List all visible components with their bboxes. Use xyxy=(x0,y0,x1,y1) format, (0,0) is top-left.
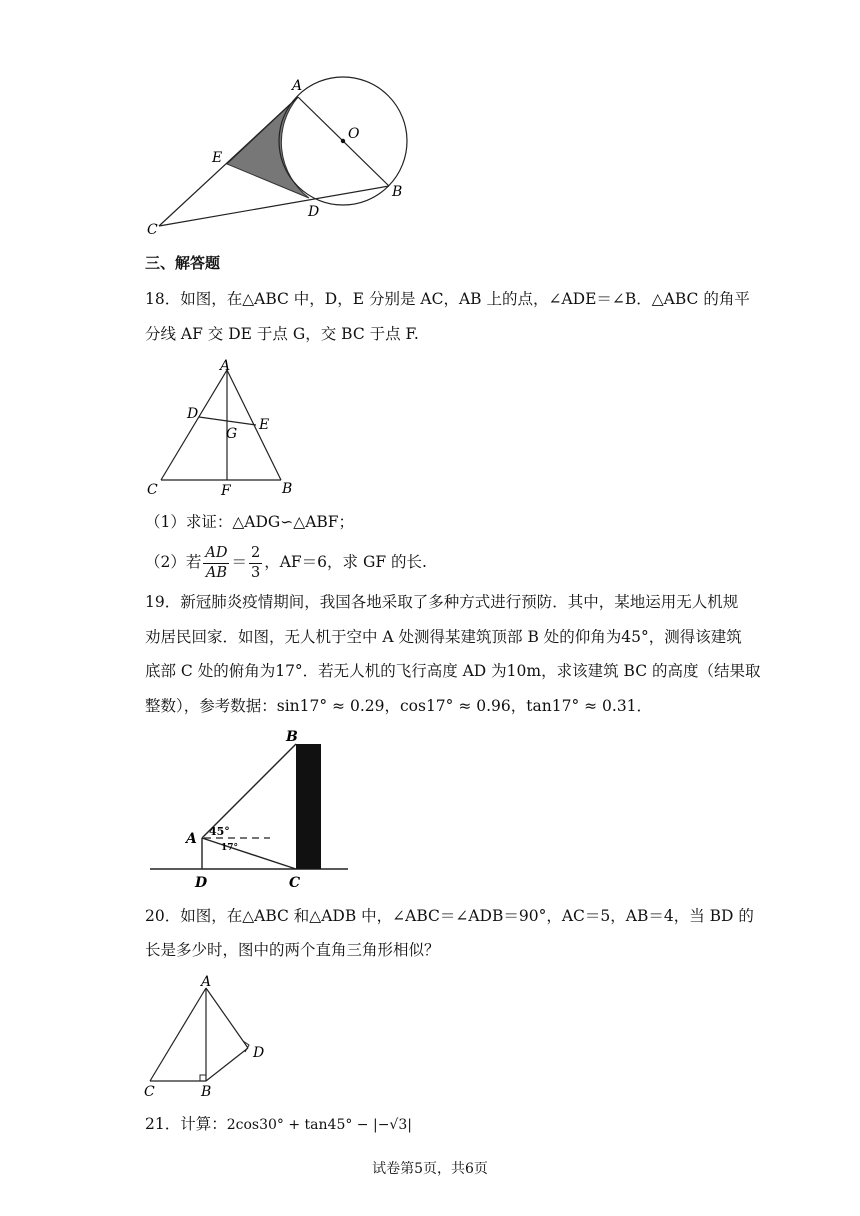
label-c: C xyxy=(147,222,158,238)
q18-part2-prefix: （2）若 xyxy=(145,553,202,571)
drone-building-figure xyxy=(148,720,358,890)
label-d: D xyxy=(195,875,208,890)
fraction-numerator: 2 xyxy=(249,544,262,564)
q19-line3: 底部 C 处的俯角为17°．若无人机的飞行高度 AD 为10m，求该建筑 BC 的高度（结果取 xyxy=(145,662,761,680)
q19-line4: 整数），参考数据：sin17° ≈ 0.29，cos17° ≈ 0.96，tan17° ≈ 0.31． xyxy=(145,697,653,715)
q21-expression: 2cos30° + tan45° − |−√3| xyxy=(226,1117,412,1133)
page-footer: 试卷第5页，共6页 xyxy=(372,1161,488,1177)
fraction-denominator: 3 xyxy=(251,564,261,581)
q19-line1: 19．新冠肺炎疫情期间，我国各地采取了多种方式进行预防．其中，某地运用无人机规 xyxy=(145,593,739,611)
q21-line xyxy=(145,1114,412,1135)
label-c: C xyxy=(289,875,301,890)
angle-17-label: 17° xyxy=(221,843,239,853)
label-a: A xyxy=(201,974,212,990)
label-e: E xyxy=(212,150,223,166)
q19-line2: 劝居民回家．如图，无人机于空中 A 处测得某建筑顶部 B 处的仰角为45°，测得该建筑 xyxy=(145,628,742,646)
right-triangles-figure xyxy=(140,970,270,1105)
label-f: F xyxy=(221,483,231,499)
label-a: A xyxy=(186,831,197,847)
label-d: D xyxy=(308,204,320,220)
label-b: B xyxy=(286,729,298,745)
label-a: A xyxy=(220,358,231,374)
label-b: B xyxy=(392,184,403,200)
label-c: C xyxy=(144,1084,155,1100)
triangle-bisector-figure xyxy=(140,355,300,500)
fraction-numerator: AD xyxy=(203,544,229,564)
label-d: D xyxy=(253,1045,265,1061)
q20-line1: 20．如图，在△ABC 和△ADB 中，∠ABC＝∠ADB＝90°，AC＝5，AB＝4，当 BD 的 xyxy=(145,907,754,925)
circle-tangent-figure xyxy=(140,70,420,240)
label-g: G xyxy=(226,426,238,442)
fraction-denominator: AB xyxy=(205,564,227,581)
label-a: A xyxy=(292,78,303,94)
q18-part1: （1）求证：△ADG∽△ABF； xyxy=(145,513,355,531)
q18-line1: 18．如图，在△ABC 中，D，E 分别是 AC，AB 上的点，∠ADE＝∠B．△ABC 的角平 xyxy=(145,290,750,308)
angle-45-label: 45° xyxy=(209,825,230,838)
q18-line2: 分线 AF 交 DE 于点 G，交 BC 于点 F. xyxy=(145,325,419,343)
q20-line2: 长是多少时，图中的两个直角三角形相似？ xyxy=(145,941,440,959)
label-o: O xyxy=(348,126,360,142)
label-d: D xyxy=(187,406,199,422)
section-title: 三、解答题 xyxy=(145,254,221,272)
equals-sign: ＝ xyxy=(231,553,247,571)
fraction-two-thirds xyxy=(249,544,262,583)
fraction-ad-ab xyxy=(203,544,229,583)
q18-part2 xyxy=(145,543,427,583)
q21-prefix: 21．计算： xyxy=(145,1115,227,1133)
label-c: C xyxy=(147,482,158,498)
label-b: B xyxy=(201,1084,212,1100)
label-e: E xyxy=(259,417,270,433)
q18-part2-suffix: ，AF＝6，求 GF 的长. xyxy=(264,553,427,571)
label-b: B xyxy=(282,481,293,497)
